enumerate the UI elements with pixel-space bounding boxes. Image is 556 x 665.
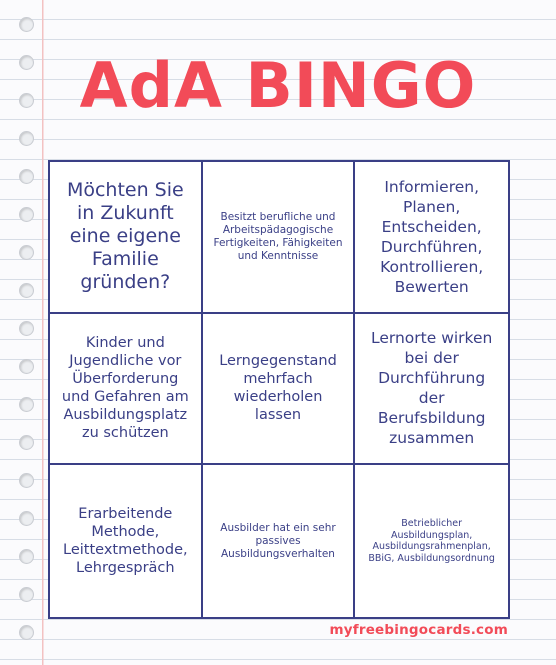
binder-hole	[19, 549, 34, 564]
binder-hole	[19, 397, 34, 412]
bingo-cell-r2c2[interactable]: Lerngegenstand mehrfach wiederholen lassen	[203, 314, 356, 466]
binder-hole	[19, 207, 34, 222]
binder-hole	[19, 321, 34, 336]
binder-hole	[19, 625, 34, 640]
bingo-cell-r1c3[interactable]: Informieren, Planen, Entscheiden, Durchführen, Kontrollieren, Bewerten	[355, 162, 508, 314]
bingo-cell-r3c1[interactable]: Erarbeitende Methode, Leittextmethode, Lehrgespräch	[50, 465, 203, 617]
bingo-board	[48, 160, 510, 619]
binder-hole	[19, 131, 34, 146]
binder-hole	[19, 245, 34, 260]
bingo-cell-r2c1[interactable]: Kinder und Jugendliche vor Überforderung und Gefahren am Ausbildungsplatz zu schützen	[50, 314, 203, 466]
binder-hole	[19, 511, 34, 526]
bingo-cell-r1c1[interactable]: Möchten Sie in Zukunft eine eigene Familie gründen?	[50, 162, 203, 314]
binder-hole	[19, 473, 34, 488]
footer-website: myfreebingocards.com	[329, 622, 508, 638]
bingo-cell-r3c2[interactable]: Ausbilder hat ein sehr passives Ausbildungsverhalten	[203, 465, 356, 617]
bingo-cell-r1c2[interactable]: Besitzt berufliche und Arbeitspädagogische Fertigkeiten, Fähigkeiten und Kenntnisse	[203, 162, 356, 314]
binder-hole	[19, 283, 34, 298]
binder-hole	[19, 587, 34, 602]
bingo-cell-r3c3[interactable]: Betrieblicher Ausbildungsplan, Ausbildungsrahmenplan, BBiG, Ausbildungsordnung	[368, 518, 495, 564]
binder-hole	[19, 359, 34, 374]
bingo-cell-r2c3[interactable]: Lernorte wirken bei der Durchführung der Berufsbildung zusammen	[355, 314, 508, 466]
bingo-title: AdA BINGO	[79, 49, 477, 122]
binder-hole	[19, 169, 34, 184]
binder-hole	[19, 435, 34, 450]
binder-hole	[19, 17, 34, 32]
